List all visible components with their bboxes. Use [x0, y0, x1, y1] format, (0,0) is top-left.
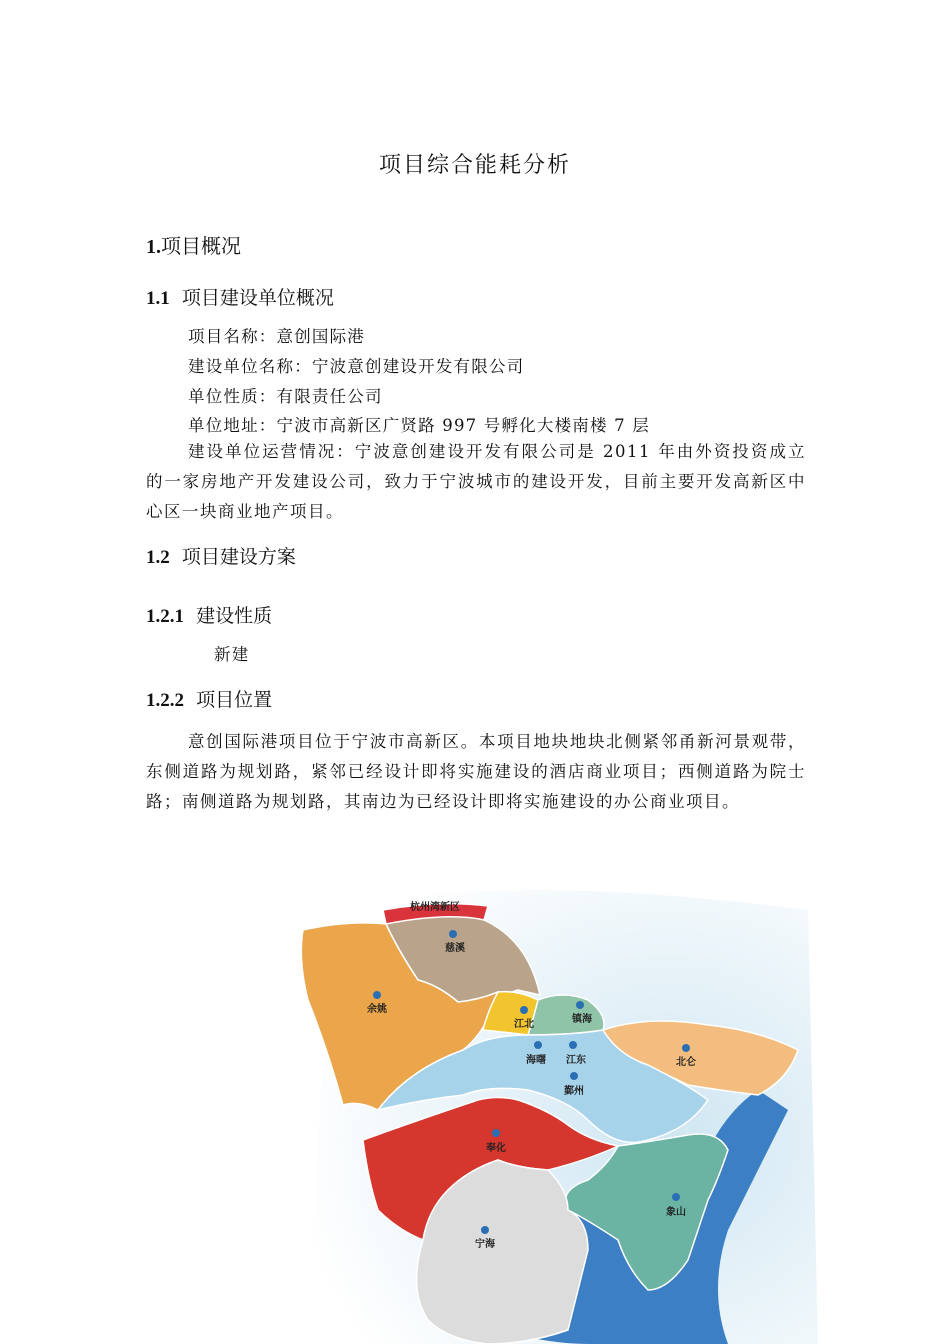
- section-title: 项目概况: [161, 234, 241, 258]
- company-type-line: 单位性质：有限责任公司: [188, 387, 383, 406]
- ningbo-district-map: [288, 850, 818, 1344]
- label-ninghai: 宁海: [475, 1239, 495, 1250]
- section-number: 1.2: [146, 547, 170, 568]
- label-fenghua: 奉化: [486, 1143, 506, 1154]
- marker-zhenhai: [576, 1001, 584, 1009]
- section-number: 1.2.1: [146, 606, 184, 627]
- operation-paragraph: 建设单位运营情况：宁波意创建设开发有限公司是 2011 年由外资投资成立的一家房地产开发建设公司，致力于宁波城市的建设开发，目前主要开发高新区中心区一块商业地产项目。: [146, 442, 806, 521]
- label-yuyao: 余姚: [367, 1004, 387, 1015]
- section-title: 项目位置: [196, 689, 273, 711]
- marker-ninghai: [481, 1226, 489, 1234]
- marker-beilun: [682, 1044, 690, 1052]
- label-xiangshan: 象山: [666, 1207, 686, 1218]
- section-1-1-heading: [146, 283, 334, 310]
- construction-nature-value: 新建: [214, 645, 250, 664]
- label-yinzhou: 鄞州: [564, 1086, 584, 1097]
- marker-yinzhou: [570, 1072, 578, 1080]
- location-paragraph: 意创国际港项目位于宁波市高新区。本项目地块地块北侧紧邻甬新河景观带，东侧道路为规划路，紧邻已经设计即将实施建设的酒店商业项目；西侧道路为院士路；南侧道路为规划路，其南边为已经设计即将实施建设的办公商业项目。: [146, 732, 806, 811]
- section-title: 建设性质: [196, 605, 273, 627]
- marker-haishu: [534, 1041, 542, 1049]
- label-beilun: 北仑: [676, 1057, 696, 1068]
- section-number: 1.2.2: [146, 690, 184, 711]
- marker-jiangbei: [520, 1006, 528, 1014]
- section-1-2-heading: [146, 542, 296, 569]
- label-zhenhai: 镇海: [572, 1014, 592, 1025]
- section-1-2-1-heading: [146, 601, 272, 628]
- section-title: 项目建设方案: [181, 546, 296, 568]
- section-1-heading: [146, 230, 241, 259]
- marker-xiangshan: [672, 1193, 680, 1201]
- marker-fenghua: [492, 1129, 500, 1137]
- section-number: 1.1: [146, 288, 170, 309]
- label-jiangdong: 江东: [566, 1055, 586, 1066]
- project-name-line: 项目名称：意创国际港: [188, 327, 365, 346]
- document-title: 项目综合能耗分析: [378, 153, 571, 178]
- company-name-line: 建设单位名称：宁波意创建设开发有限公司: [188, 357, 525, 376]
- label-haishu: 海曙: [526, 1055, 546, 1066]
- label-hangzhou-bay: 杭州湾新区: [410, 902, 460, 913]
- label-jiangbei: 江北: [514, 1019, 534, 1030]
- marker-yuyao: [373, 991, 381, 999]
- marker-jiangdong: [569, 1041, 577, 1049]
- company-address-line: 单位地址：宁波市高新区广贤路 997 号孵化大楼南楼 7 层: [188, 416, 650, 435]
- section-title: 项目建设单位概况: [181, 287, 334, 309]
- marker-cixi: [449, 930, 457, 938]
- section-number: 1.: [146, 236, 161, 258]
- label-cixi: 慈溪: [445, 943, 465, 954]
- section-1-2-2-heading: [146, 685, 272, 712]
